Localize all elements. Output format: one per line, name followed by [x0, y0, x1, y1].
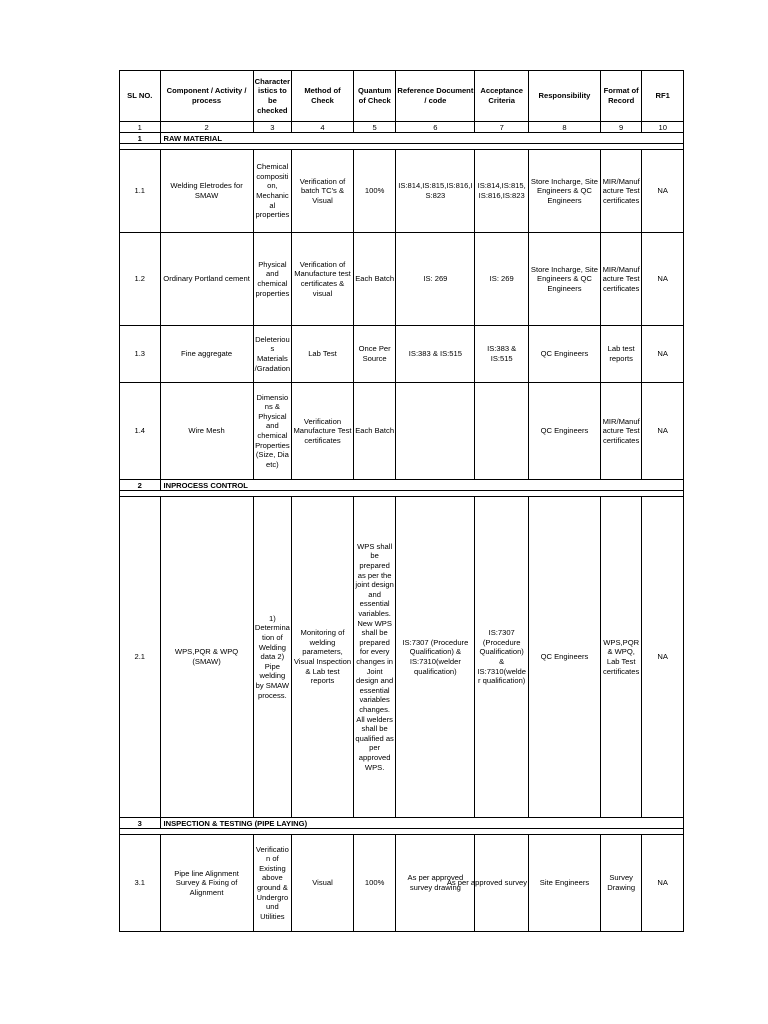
responsibility-cell: QC Engineers [529, 497, 601, 818]
section-title: INPROCESS CONTROL [160, 480, 684, 491]
column-number: 3 [253, 122, 291, 133]
quantum-cell: 100% [353, 150, 396, 233]
reference-cell: IS: 269 [396, 233, 475, 326]
acceptance-cell: IS: 269 [475, 233, 529, 326]
rf1-cell: NA [642, 233, 684, 326]
characteristics-cell: 1) Determination of Welding data 2) Pipe welding by SMAW process. [253, 497, 291, 818]
format-cell: MIR/Manufacture Test certificates [600, 233, 642, 326]
sl-no-cell: 1.3 [120, 326, 161, 383]
reference-cell: IS:7307 (Procedure Qualification) & IS:7310(welder qualification) [396, 497, 475, 818]
header-cell: Format of Record [600, 71, 642, 122]
column-number: 5 [353, 122, 396, 133]
column-number: 6 [396, 122, 475, 133]
component-cell: Ordinary Portland cement [160, 233, 253, 326]
method-cell: Verification of batch TC's & Visual [292, 150, 354, 233]
rf1-cell: NA [642, 326, 684, 383]
column-number: 7 [475, 122, 529, 133]
format-cell: MIR/Manufacture Test certificates [600, 150, 642, 233]
section-number: 2 [120, 480, 161, 491]
quantum-cell: Once Per Source [353, 326, 396, 383]
characteristics-cell: Deleterious Materials /Gradation [253, 326, 291, 383]
column-number: 10 [642, 122, 684, 133]
header-cell: SL NO. [120, 71, 161, 122]
table-row [120, 383, 684, 480]
reference-cell: As per approved survey drawing [396, 835, 475, 932]
column-number: 4 [292, 122, 354, 133]
table-row [120, 150, 684, 233]
section-title: INSPECTION & TESTING (PIPE LAYING) [160, 818, 684, 829]
section-header-row [120, 480, 684, 491]
reference-cell: IS:814,IS:815,IS:816,IS:823 [396, 150, 475, 233]
sl-no-cell: 1.4 [120, 383, 161, 480]
column-number: 1 [120, 122, 161, 133]
component-cell: Wire Mesh [160, 383, 253, 480]
format-cell: MIR/Manufacture Test certificates [600, 383, 642, 480]
column-number: 8 [529, 122, 601, 133]
responsibility-cell: Site Engineers [529, 835, 601, 932]
characteristics-cell: Verification of Existing above ground & Underground Utilities [253, 835, 291, 932]
reference-cell: IS:383 & IS:515 [396, 326, 475, 383]
acceptance-cell [475, 383, 529, 480]
column-number-row [120, 122, 684, 133]
sl-no-cell: 2.1 [120, 497, 161, 818]
sl-no-cell: 3.1 [120, 835, 161, 932]
responsibility-cell: Store Incharge, Site Engineers & QC Engineers [529, 150, 601, 233]
header-cell: Responsibility [529, 71, 601, 122]
table-row [120, 835, 684, 932]
format-cell: Survey Drawing [600, 835, 642, 932]
section-header-row [120, 818, 684, 829]
rf1-cell: NA [642, 497, 684, 818]
header-cell: Method of Check [292, 71, 354, 122]
method-cell: Verification Manufacture Test certificates [292, 383, 354, 480]
characteristics-cell: Dimensions & Physical and chemical Properties(Size, Dia etc) [253, 383, 291, 480]
rf1-cell: NA [642, 383, 684, 480]
quality-assurance-plan-table [119, 70, 684, 932]
section-number: 3 [120, 818, 161, 829]
quantum-cell: Each Batch [353, 383, 396, 480]
component-cell: Welding Eletrodes for SMAW [160, 150, 253, 233]
section-title: RAW MATERIAL [160, 133, 684, 144]
rf1-cell: NA [642, 835, 684, 932]
method-cell: Verification of Manufacture test certificates & visual [292, 233, 354, 326]
header-cell: Component / Activity / process [160, 71, 253, 122]
acceptance-cell: IS:383 & IS:515 [475, 326, 529, 383]
acceptance-cell: As per approved survey [475, 835, 529, 932]
table-row [120, 233, 684, 326]
column-number: 9 [600, 122, 642, 133]
component-cell: WPS,PQR & WPQ (SMAW) [160, 497, 253, 818]
header-cell: Reference Document / code [396, 71, 475, 122]
quantum-cell: 100% [353, 835, 396, 932]
column-number: 2 [160, 122, 253, 133]
acceptance-cell: IS:814,IS:815, IS:816,IS:823 [475, 150, 529, 233]
header-cell: Characteristics to be checked [253, 71, 291, 122]
rf1-cell: NA [642, 150, 684, 233]
method-cell: Monitoring of welding parameters, Visual Inspection & Lab test reports [292, 497, 354, 818]
section-header-row [120, 133, 684, 144]
characteristics-cell: Chemical composition, Mechanical properties [253, 150, 291, 233]
table-row [120, 326, 684, 383]
component-cell: Fine aggregate [160, 326, 253, 383]
quantum-cell: Each Batch [353, 233, 396, 326]
format-cell: WPS,PQR & WPQ, Lab Test certificates [600, 497, 642, 818]
header-cell: Acceptance Criteria [475, 71, 529, 122]
table-row [120, 497, 684, 818]
method-cell: Lab Test [292, 326, 354, 383]
reference-cell [396, 383, 475, 480]
component-cell: Pipe line Alignment Survey & Fixing of Alignment [160, 835, 253, 932]
acceptance-cell: IS:7307 (Procedure Qualification) & IS:7310(welder qualification) [475, 497, 529, 818]
header-row [120, 71, 684, 122]
quantum-cell: WPS shall be prepared as per the joint design and essential variables. New WPS shall be prepared for every changes in Joint design and essential variables changes. All welders shall be qualified as per approved WPS. [353, 497, 396, 818]
section-number: 1 [120, 133, 161, 144]
characteristics-cell: Physical and chemical properties [253, 233, 291, 326]
header-cell: RF1 [642, 71, 684, 122]
header-cell: Quantum of Check [353, 71, 396, 122]
method-cell: Visual [292, 835, 354, 932]
sl-no-cell: 1.1 [120, 150, 161, 233]
format-cell: Lab test reports [600, 326, 642, 383]
responsibility-cell: QC Engineers [529, 383, 601, 480]
sl-no-cell: 1.2 [120, 233, 161, 326]
responsibility-cell: QC Engineers [529, 326, 601, 383]
responsibility-cell: Store Incharge, Site Engineers & QC Engineers [529, 233, 601, 326]
